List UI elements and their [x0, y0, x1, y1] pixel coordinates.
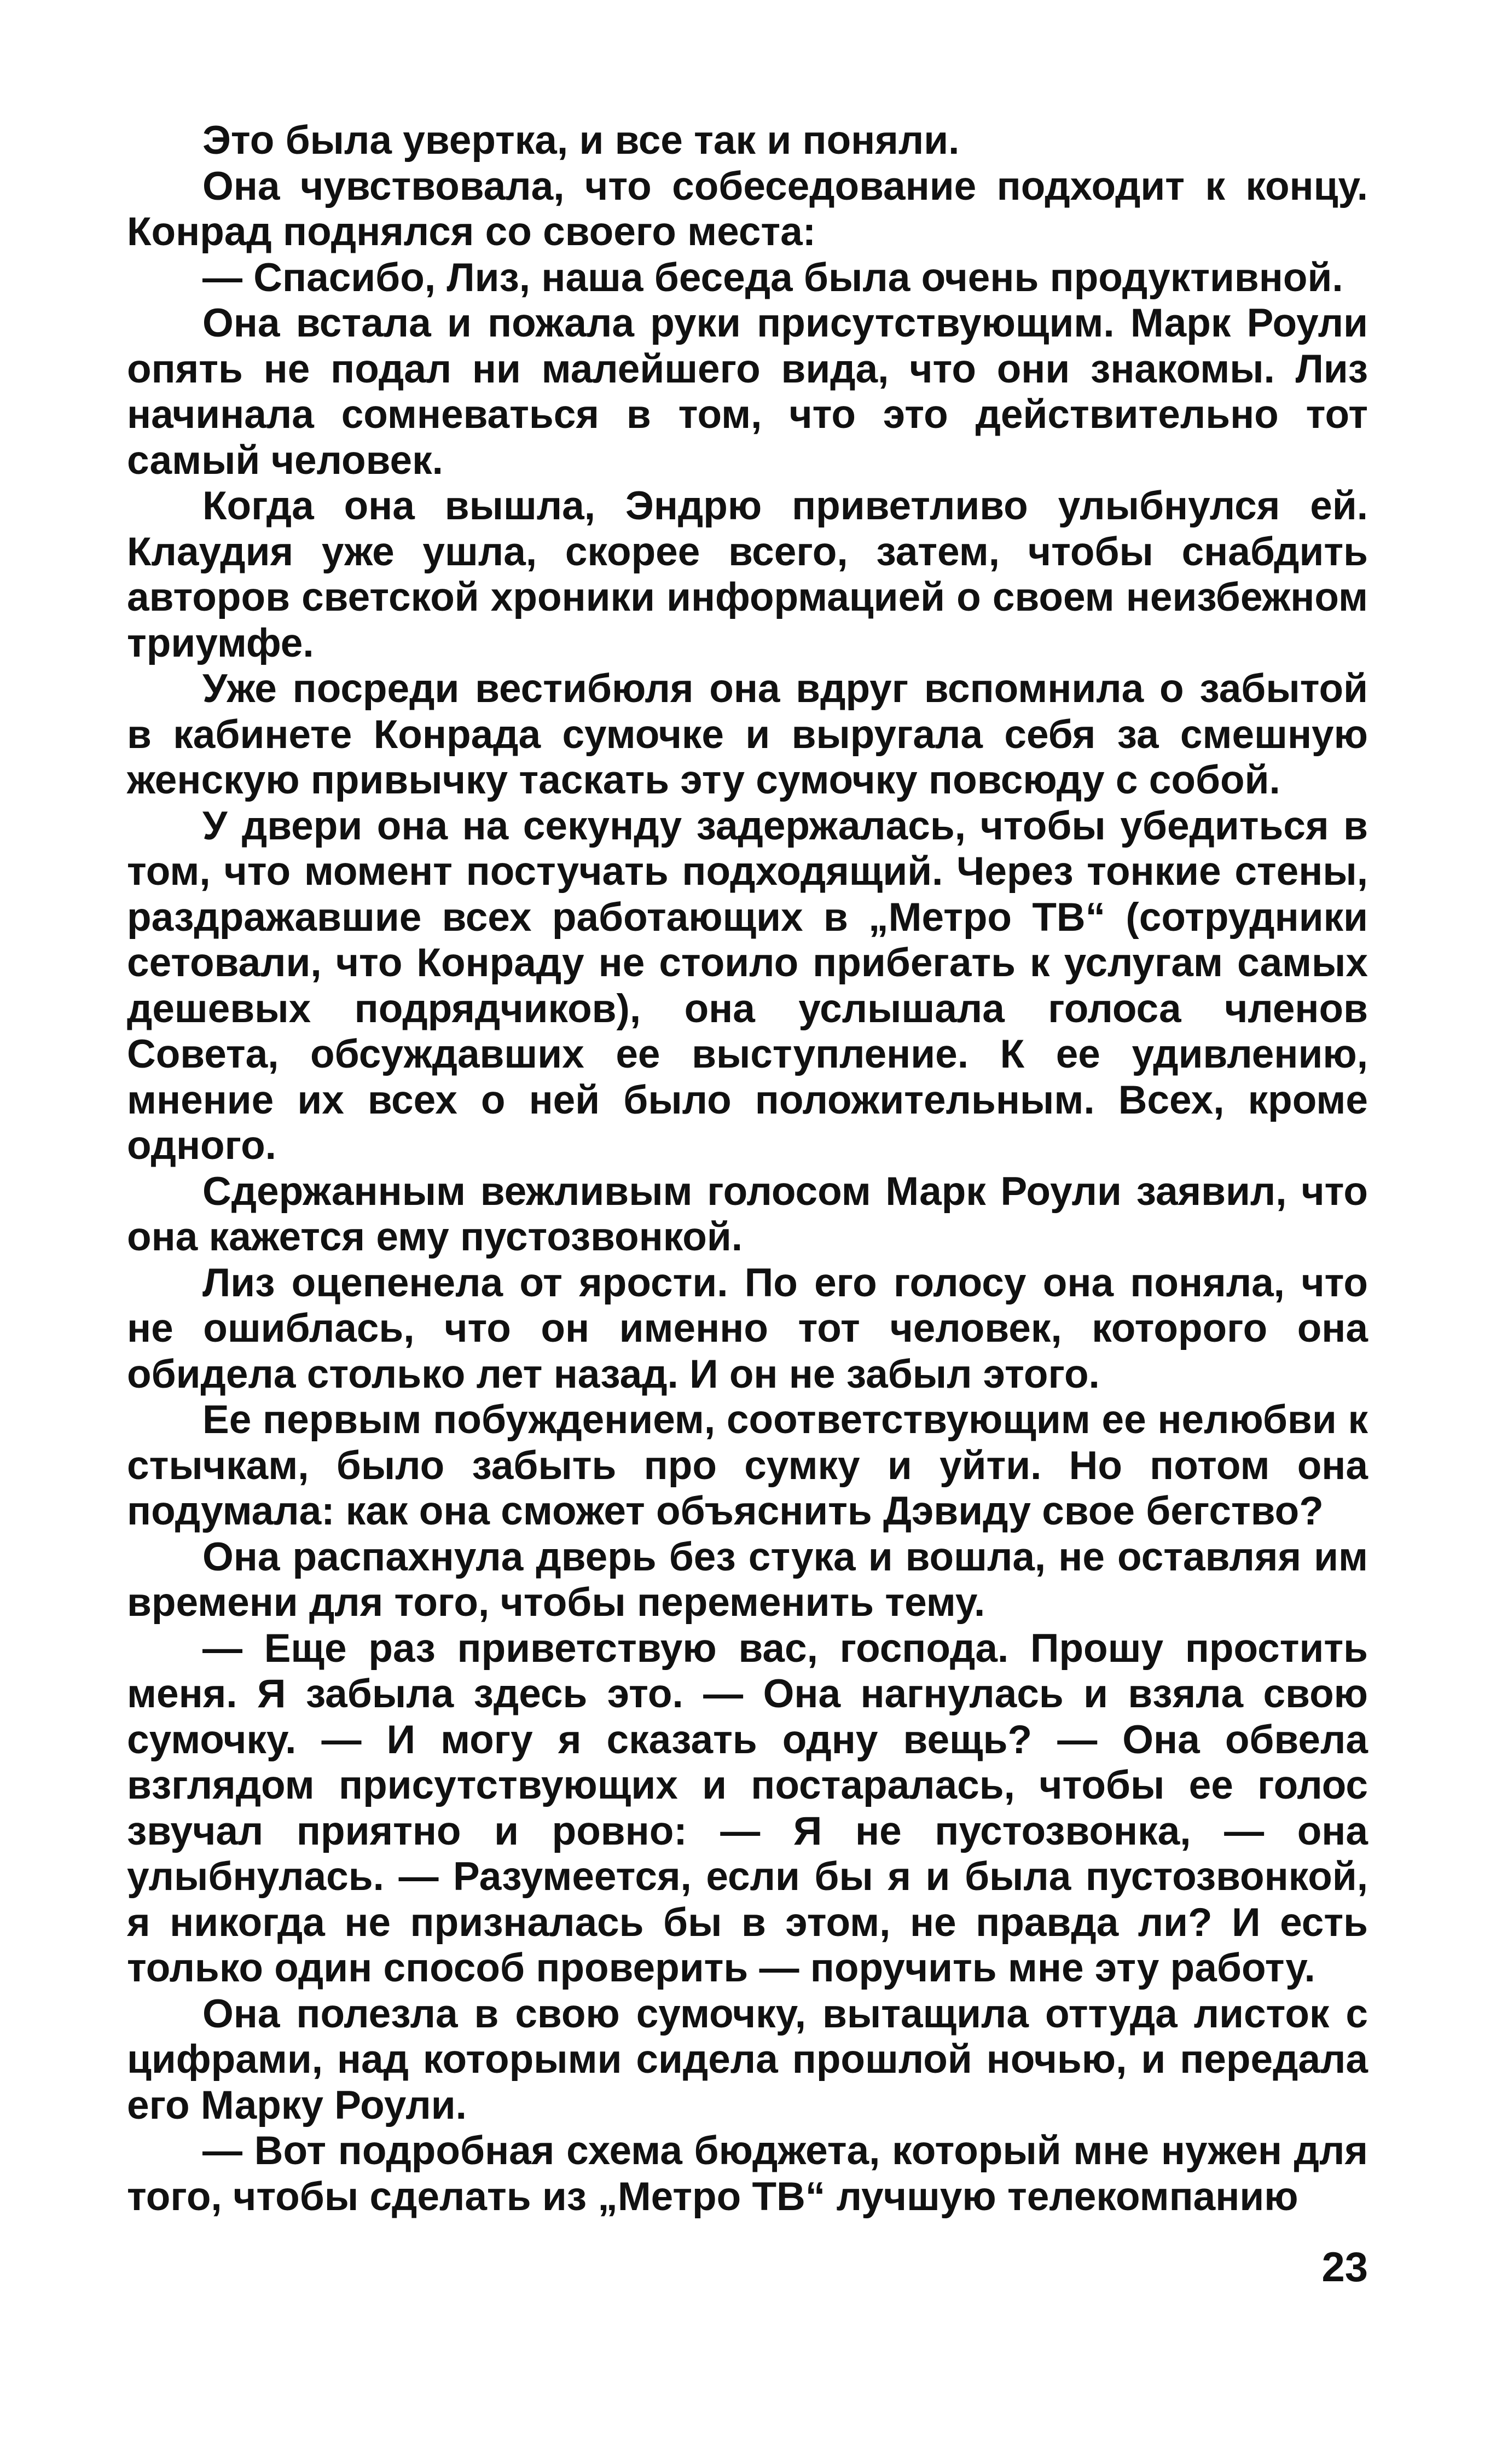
paragraph: — Спасибо, Лиз, наша беседа была очень продуктивной. [202, 255, 1343, 300]
page-body [127, 118, 1368, 2219]
paragraph: Ее первым побуждением, соответствующим ее нелюбви к стычкам, было забыть про сумку и уйти. Но потом она подумала: как она сможет объяснить Дэвиду свое бегство? [127, 1398, 1368, 1533]
paragraph: Сдержанным вежливым голосом Марк Роули заявил, что она кажется ему пустозвонкой. [127, 1169, 1368, 1259]
paragraph: У двери она на секунду задержалась, чтобы убедиться в том, что момент постучать подходящий. Через тонкие стены, раздражавшие всех работающих в „Метро ТВ“ (сотрудники сетовали, что Конраду не стоило прибегать к услугам самых дешевых подрядчиков), она услышала голоса членов Совета, обсуждавших ее выступление. К ее удивлению, мнение их всех о ней было положительным. Всех, кроме одного. [127, 803, 1368, 1168]
paragraph: Она встала и пожала руки присутствующим. Марк Роули опять не подал ни малейшего вида, что они знакомы. Лиз начинала сомневаться в том, что это действительно тот самый человек. [127, 301, 1368, 483]
paragraph: Уже посреди вестибюля она вдруг вспомнила о забытой в кабинете Конрада сумочке и выругала себя за смешную женскую привычку таскать эту сумочку повсюду с собой. [127, 666, 1368, 802]
paragraph: — Еще раз приветствую вас, господа. Прошу простить меня. Я забыла здесь это. — Она нагнулась и взяла свою сумочку. — И могу я сказать одну вещь? — Она обвела взглядом присутствующих и постаралась, чтобы ее голос звучал приятно и ровно: — Я не пустозвонка, — она улыбнулась. — Разумеется, если бы я и была пустозвонкой, я никогда не призналась бы в этом, не правда ли? И есть только один способ проверить — поручить мне эту работу. [127, 1626, 1368, 1990]
paragraph: Она чувствовала, что собеседование подходит к концу. Конрад поднялся со своего места: [127, 164, 1368, 254]
paragraph: Это была увертка, и все так и поняли. [202, 118, 960, 163]
paragraph: Она распахнула дверь без стука и вошла, не оставляя им времени для того, чтобы переменить тему. [127, 1534, 1368, 1625]
paragraph: — Вот подробная схема бюджета, который мне нужен для того, чтобы сделать из „Метро ТВ“ лучшую телекомпанию [127, 2129, 1368, 2219]
paragraph: Лиз оцепенела от ярости. По его голосу она поняла, что не ошиблась, что он именно тот человек, которого она обидела столько лет назад. И он не забыл этого. [127, 1260, 1368, 1396]
page-number: 23 [1321, 2244, 1368, 2291]
paragraph: Она полезла в свою сумочку, вытащила оттуда листок с цифрами, над которыми сидела прошлой ночью, и передала его Марку Роули. [127, 1991, 1368, 2127]
paragraph: Когда она вышла, Эндрю приветливо улыбнулся ей. Клаудия уже ушла, скорее всего, затем, чтобы снабдить авторов светской хроники информацией о своем неизбежном триумфе. [127, 484, 1368, 665]
